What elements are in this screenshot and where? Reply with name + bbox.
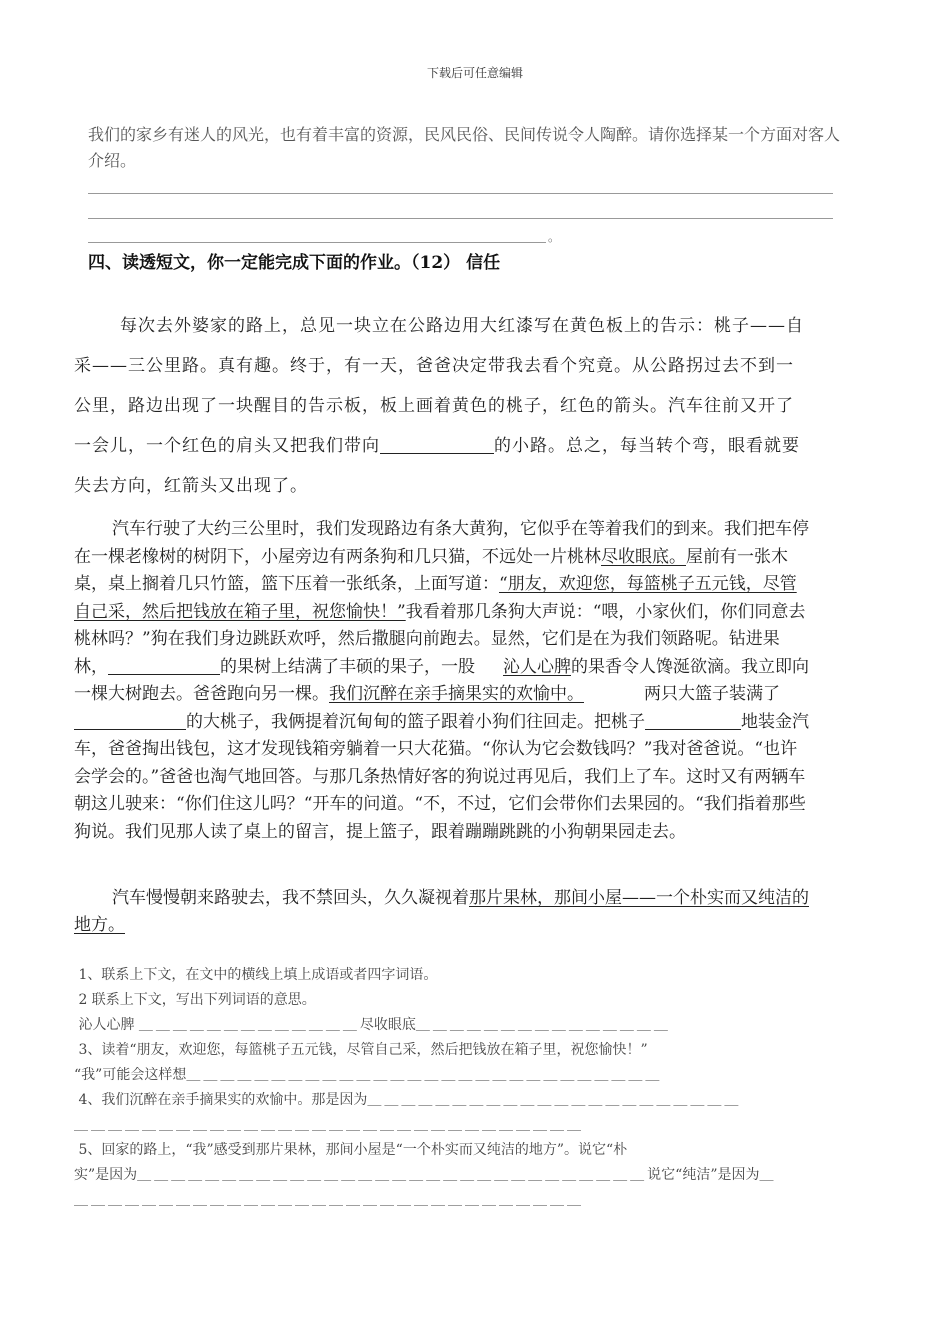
answer-line-2[interactable] bbox=[88, 218, 833, 219]
underlined-phrase: 尽收眼底。 bbox=[601, 546, 686, 567]
question-2: 2 联系上下文，写出下列词语的意思。 bbox=[78, 992, 316, 1008]
answer-blank[interactable]: ＿＿＿＿＿＿＿＿＿＿＿＿＿＿＿＿＿＿＿＿＿＿＿＿＿＿＿＿＿＿ bbox=[137, 1167, 648, 1183]
passage-text: 屋前有一张木桌，桌上搁着几只竹篮，篮下压着一张纸条，上面写道： bbox=[74, 546, 788, 594]
question-5-answer: 实”是因为＿＿＿＿＿＿＿＿＿＿＿＿＿＿＿＿＿＿＿＿＿＿＿＿＿＿＿＿＿＿说它“纯洁”是因为＿ bbox=[74, 1167, 777, 1183]
question-list bbox=[74, 963, 814, 1213]
fill-blank[interactable] bbox=[74, 711, 186, 730]
question-4: 4、我们沉醉在亲手摘果实的欢愉中。那是因为＿＿＿＿＿＿＿＿＿＿＿＿＿＿＿＿＿＿＿＿＿＿ bbox=[78, 1092, 742, 1108]
passage-text: 的果树上结满了丰硕的果子，一股 bbox=[220, 656, 475, 677]
passage-paragraph-1 bbox=[74, 306, 804, 506]
answer-blank[interactable]: ＿＿＿＿＿＿＿＿＿＿＿＿＿＿＿＿＿＿＿＿＿＿＿＿＿＿＿＿＿＿ bbox=[74, 1117, 584, 1133]
answer-blank[interactable]: ＿＿＿＿＿＿＿＿＿＿＿＿＿＿＿＿＿＿＿＿＿＿＿＿＿＿＿＿ bbox=[186, 1067, 663, 1083]
passage-paragraph-2 bbox=[74, 516, 809, 846]
answer-end-mark: 。 bbox=[548, 230, 561, 244]
section-title: 四、读透短文，你一定能完成下面的作业。（12） 信任 bbox=[88, 253, 501, 273]
answer-blank[interactable]: ＿＿＿＿＿＿＿＿＿＿＿＿＿＿＿＿＿＿＿＿＿＿ bbox=[367, 1092, 742, 1108]
passage-text: 的大桃子，我俩提着沉甸甸的篮子跟着小狗们往回走。把桃子 bbox=[186, 711, 645, 732]
underlined-idiom: 沁人心脾 bbox=[503, 656, 571, 677]
intro-prompt: 我们的家乡有迷人的风光，也有着丰富的资源，民风民俗、民间传说令人陶醉。请你选择某一个方面对客人介绍。 bbox=[88, 125, 841, 170]
page-header-note: 下载后可任意编辑 bbox=[426, 66, 523, 80]
question-5-answer-line bbox=[74, 1188, 814, 1213]
passage-text: 的果香令人馋涎欲滴。我立即向一棵大树跑去。爸爸跑向另一棵。 bbox=[74, 656, 809, 704]
passage-text: 我看着那几条狗大声说：“喂，小家伙们，你们同意去桃林吗？”狗在我们身边跳跃欢呼，然后撒腿向前跑去。显然，它们是在为我们领路呢。钻进果林， bbox=[74, 601, 806, 677]
question-3: 3、读着“朋友，欢迎您，每篮桃子五元钱，尽管自己采，然后把钱放在箱子里，祝您愉快！” bbox=[78, 1042, 648, 1058]
fill-blank[interactable] bbox=[380, 435, 494, 454]
underlined-phrase: 那片果林，那间小屋——一个朴实而又纯洁的地方。 bbox=[74, 888, 809, 935]
passage-text: 汽车行驶了大约三公里时，我们发现路边有条大黄狗，它似乎在等着我们的到来。我们把车停在一棵老橡树的树阴下，小屋旁边有两条狗和几只猫，不远处一片桃林 bbox=[74, 519, 809, 567]
question-5: 5、回家的路上，“我”感受到那片果林，那间小屋是“一个朴实而又纯洁的地方”。说它“朴 bbox=[78, 1142, 628, 1158]
answer-line-3[interactable] bbox=[88, 242, 546, 243]
passage-text: 两只大篮子装满了 bbox=[644, 684, 780, 704]
question-3-answer: “我”可能会这样想＿＿＿＿＿＿＿＿＿＿＿＿＿＿＿＿＿＿＿＿＿＿＿＿＿＿＿＿ bbox=[74, 1067, 663, 1083]
answer-blank[interactable]: ＿＿＿＿＿＿＿＿＿＿＿＿＿ bbox=[138, 1017, 360, 1033]
answer-blank[interactable]: ＿＿＿＿＿＿＿＿＿＿＿＿＿＿＿ bbox=[415, 1017, 671, 1033]
underlined-sign-text: “朋友，欢迎您，每篮桃子五元钱，尽管自己采，然后把钱放在箱子里，祝您愉快！” bbox=[74, 574, 797, 622]
passage-text: 汽车慢慢朝来路驶去，我不禁回头，久久凝视着 bbox=[112, 888, 469, 908]
passage-text: 的小路。总之，每当转个弯，眼看就要失去方向，红箭头又出现了。 bbox=[74, 436, 800, 496]
answer-blank[interactable]: ＿ bbox=[759, 1167, 777, 1183]
question-2-items: 沁人心脾 ＿＿＿＿＿＿＿＿＿＿＿＿＿尽收眼底＿＿＿＿＿＿＿＿＿＿＿＿＿＿＿ bbox=[78, 1017, 671, 1033]
passage-text: 每次去外婆家的路上，总见一块立在公路边用大红漆写在黄色板上的告示：桃子——自采——三公里路。真有趣。终于，有一天，爸爸决定带我去看个究竟。从公路拐过去不到一公里，路边出现了一块醒目的告示板，板上画着黄色的桃子，红色的箭头。汽车往前又开了一会儿，一个红色的肩头又把我们带向 bbox=[74, 316, 804, 456]
passage-text: 地装金汽车，爸爸掏出钱包，这才发现钱箱旁躺着一只大花猫。“你认为它会数钱吗？”我对爸爸说。“也许会学会的。”爸爸也淘气地回答。与那几条热情好客的狗说过再见后，我们上了车。这时又有两辆车朝这儿驶来：“你们住这儿吗？“开车的问道。“不，不过，它们会带你们去果园的。“我们指着那些狗说。我们见那人读了桌上的留言，提上篮子，跟着蹦蹦跳跳的小狗朝果园走去。 bbox=[74, 711, 809, 842]
passage-paragraph-3 bbox=[74, 885, 809, 939]
question-1: 1、联系上下文，在文中的横线上填上成语或者四字词语。 bbox=[78, 967, 438, 983]
fill-blank[interactable] bbox=[108, 656, 220, 675]
answer-blank[interactable]: ＿＿＿＿＿＿＿＿＿＿＿＿＿＿＿＿＿＿＿＿＿＿＿＿＿＿＿＿＿＿ bbox=[74, 1192, 584, 1208]
underlined-sentence: 我们沉醉在亲手摘果实的欢愉中。 bbox=[329, 684, 584, 704]
answer-line-1[interactable] bbox=[88, 193, 833, 194]
question-4-answer-line bbox=[74, 1113, 814, 1138]
fill-blank[interactable] bbox=[645, 711, 741, 730]
